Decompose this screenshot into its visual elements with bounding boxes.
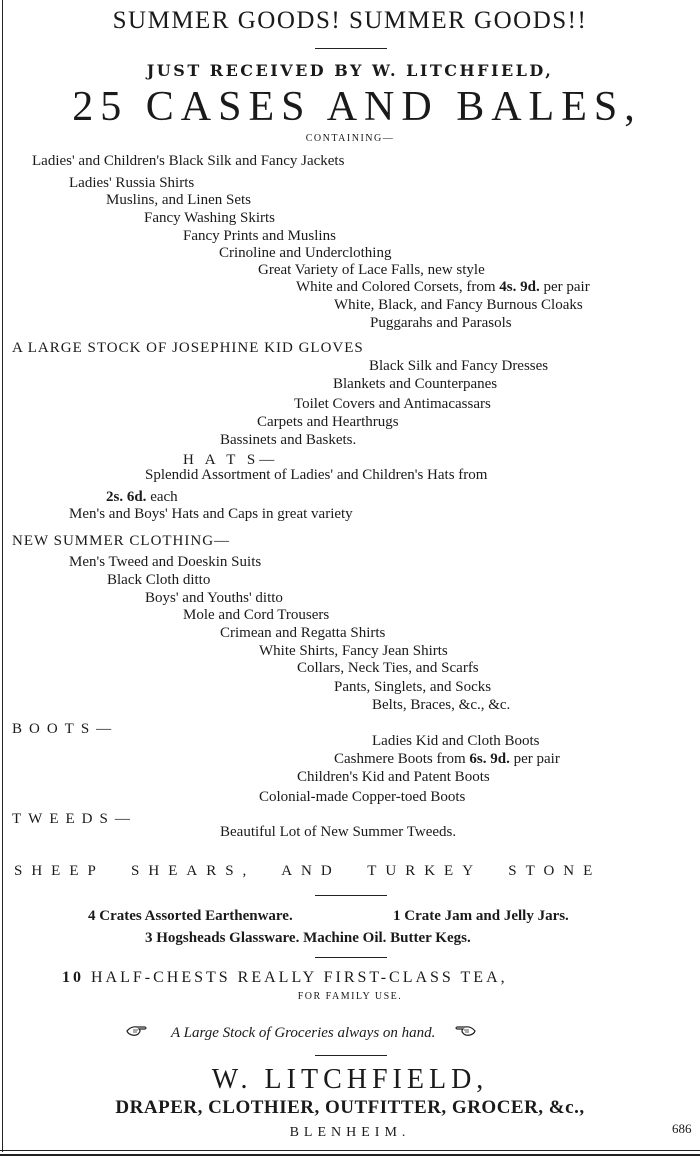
list-item: Great Variety of Lace Falls, new style [258,262,485,278]
list-item: Pants, Singlets, and Socks [334,679,492,695]
list-item: Collars, Neck Ties, and Scarfs [297,660,479,676]
groceries-text: A Large Stock of Groceries always on hand. [171,1024,436,1041]
list-item: Ladies' and Children's Black Silk and Fancy Jackets [32,153,345,169]
tweeds-heading: TWEEDS— [12,811,137,827]
list-item: Fancy Washing Skirts [144,210,276,226]
list-item: White, Black, and Fancy Burnous Cloaks [334,297,583,313]
bottom-rule [0,1150,700,1151]
goods-jam-jars: 1 Crate Jam and Jelly Jars. [393,908,569,924]
pointing-hand-icon [453,1024,477,1042]
tea-line [62,970,508,986]
list-item: Puggarahs and Parasols [370,315,512,331]
left-border [2,0,3,1152]
containing-label: CONTAINING— [305,133,395,144]
list-item: Ladies Kid and Cloth Boots [372,733,540,749]
list-item: Crimean and Regatta Shirts [220,625,386,641]
ad-title: SUMMER GOODS! SUMMER GOODS!! [112,7,588,34]
received-by-line: JUST RECEIVED BY W. LITCHFIELD, [146,61,554,80]
boots-heading: BOOTS— [12,721,119,737]
shears-line: SHEEP SHEARS, AND TURKEY STONE [14,863,602,879]
list-item: Black Cloth ditto [107,572,211,588]
corsets-price: 4s. 9d. [499,279,540,295]
divider [315,48,387,49]
tea-quantity: 10 [62,969,84,986]
divider [315,1055,387,1056]
hats-line: Splendid Assortment of Ladies' and Children's Hats from [145,467,488,483]
list-item: Carpets and Hearthrugs [257,414,399,430]
list-item-cashmere [334,752,560,767]
hats-price-line [106,490,178,505]
list-item-corsets [296,280,590,295]
list-item: Fancy Prints and Muslins [183,228,336,244]
tea-subline: FOR FAMILY USE. [297,991,403,1002]
hats-heading: H A T S— [183,452,279,468]
list-item: Children's Kid and Patent Boots [297,769,490,785]
list-item: Bassinets and Baskets. [220,432,357,448]
list-item: Beautiful Lot of New Summer Tweeds. [220,824,457,840]
list-item: Men's and Boys' Hats and Caps in great variety [69,506,353,522]
proprietor-name: W. LITCHFIELD, [211,1064,489,1095]
ad-number: 686 [672,1121,692,1136]
divider [315,895,387,896]
list-item: Blankets and Counterpanes [333,376,498,392]
corsets-suffix: per pair [543,279,590,295]
list-item: Men's Tweed and Doeskin Suits [69,554,262,570]
list-item: Belts, Braces, &c., &c. [372,697,511,713]
pointing-hand-icon [125,1024,149,1042]
bottom-rule [0,1154,700,1156]
list-item: Toilet Covers and Antimacassars [294,396,491,412]
goods-earthenware: 4 Crates Assorted Earthenware. [88,908,293,924]
goods-glassware: 3 Hogsheads Glassware. Machine Oil. Butter Kegs. [145,930,471,946]
cashmere-suffix: per pair [513,751,560,767]
place-name: BLENHEIM. [289,1125,411,1140]
corsets-text: White and Colored Corsets, from [296,279,496,295]
gloves-heading: A LARGE STOCK OF JOSEPHINE KID GLOVES [12,340,364,356]
cashmere-text: Cashmere Boots from [334,751,466,767]
hats-price: 2s. 6d. [106,489,147,505]
divider [315,957,387,958]
headline: 25 CASES AND BALES, [72,84,642,130]
list-item: Ladies' Russia Shirts [69,175,195,191]
list-item: Boys' and Youths' ditto [145,590,283,606]
groceries-line [125,1024,477,1042]
list-item: Crinoline and Underclothing [219,245,392,261]
list-item: Muslins, and Linen Sets [106,192,251,208]
list-item: Colonial-made Copper-toed Boots [259,789,466,805]
list-item: Mole and Cord Trousers [183,607,330,623]
hats-price-suffix: each [150,489,178,505]
cashmere-price: 6s. 9d. [469,751,510,767]
tea-text: HALF-CHESTS REALLY FIRST-CLASS TEA, [91,969,508,986]
list-item: Black Silk and Fancy Dresses [369,358,549,374]
clothing-heading: NEW SUMMER CLOTHING— [12,533,231,549]
trade-line: DRAPER, CLOTHIER, OUTFITTER, GROCER, &c., [115,1097,585,1118]
list-item: White Shirts, Fancy Jean Shirts [259,643,448,659]
